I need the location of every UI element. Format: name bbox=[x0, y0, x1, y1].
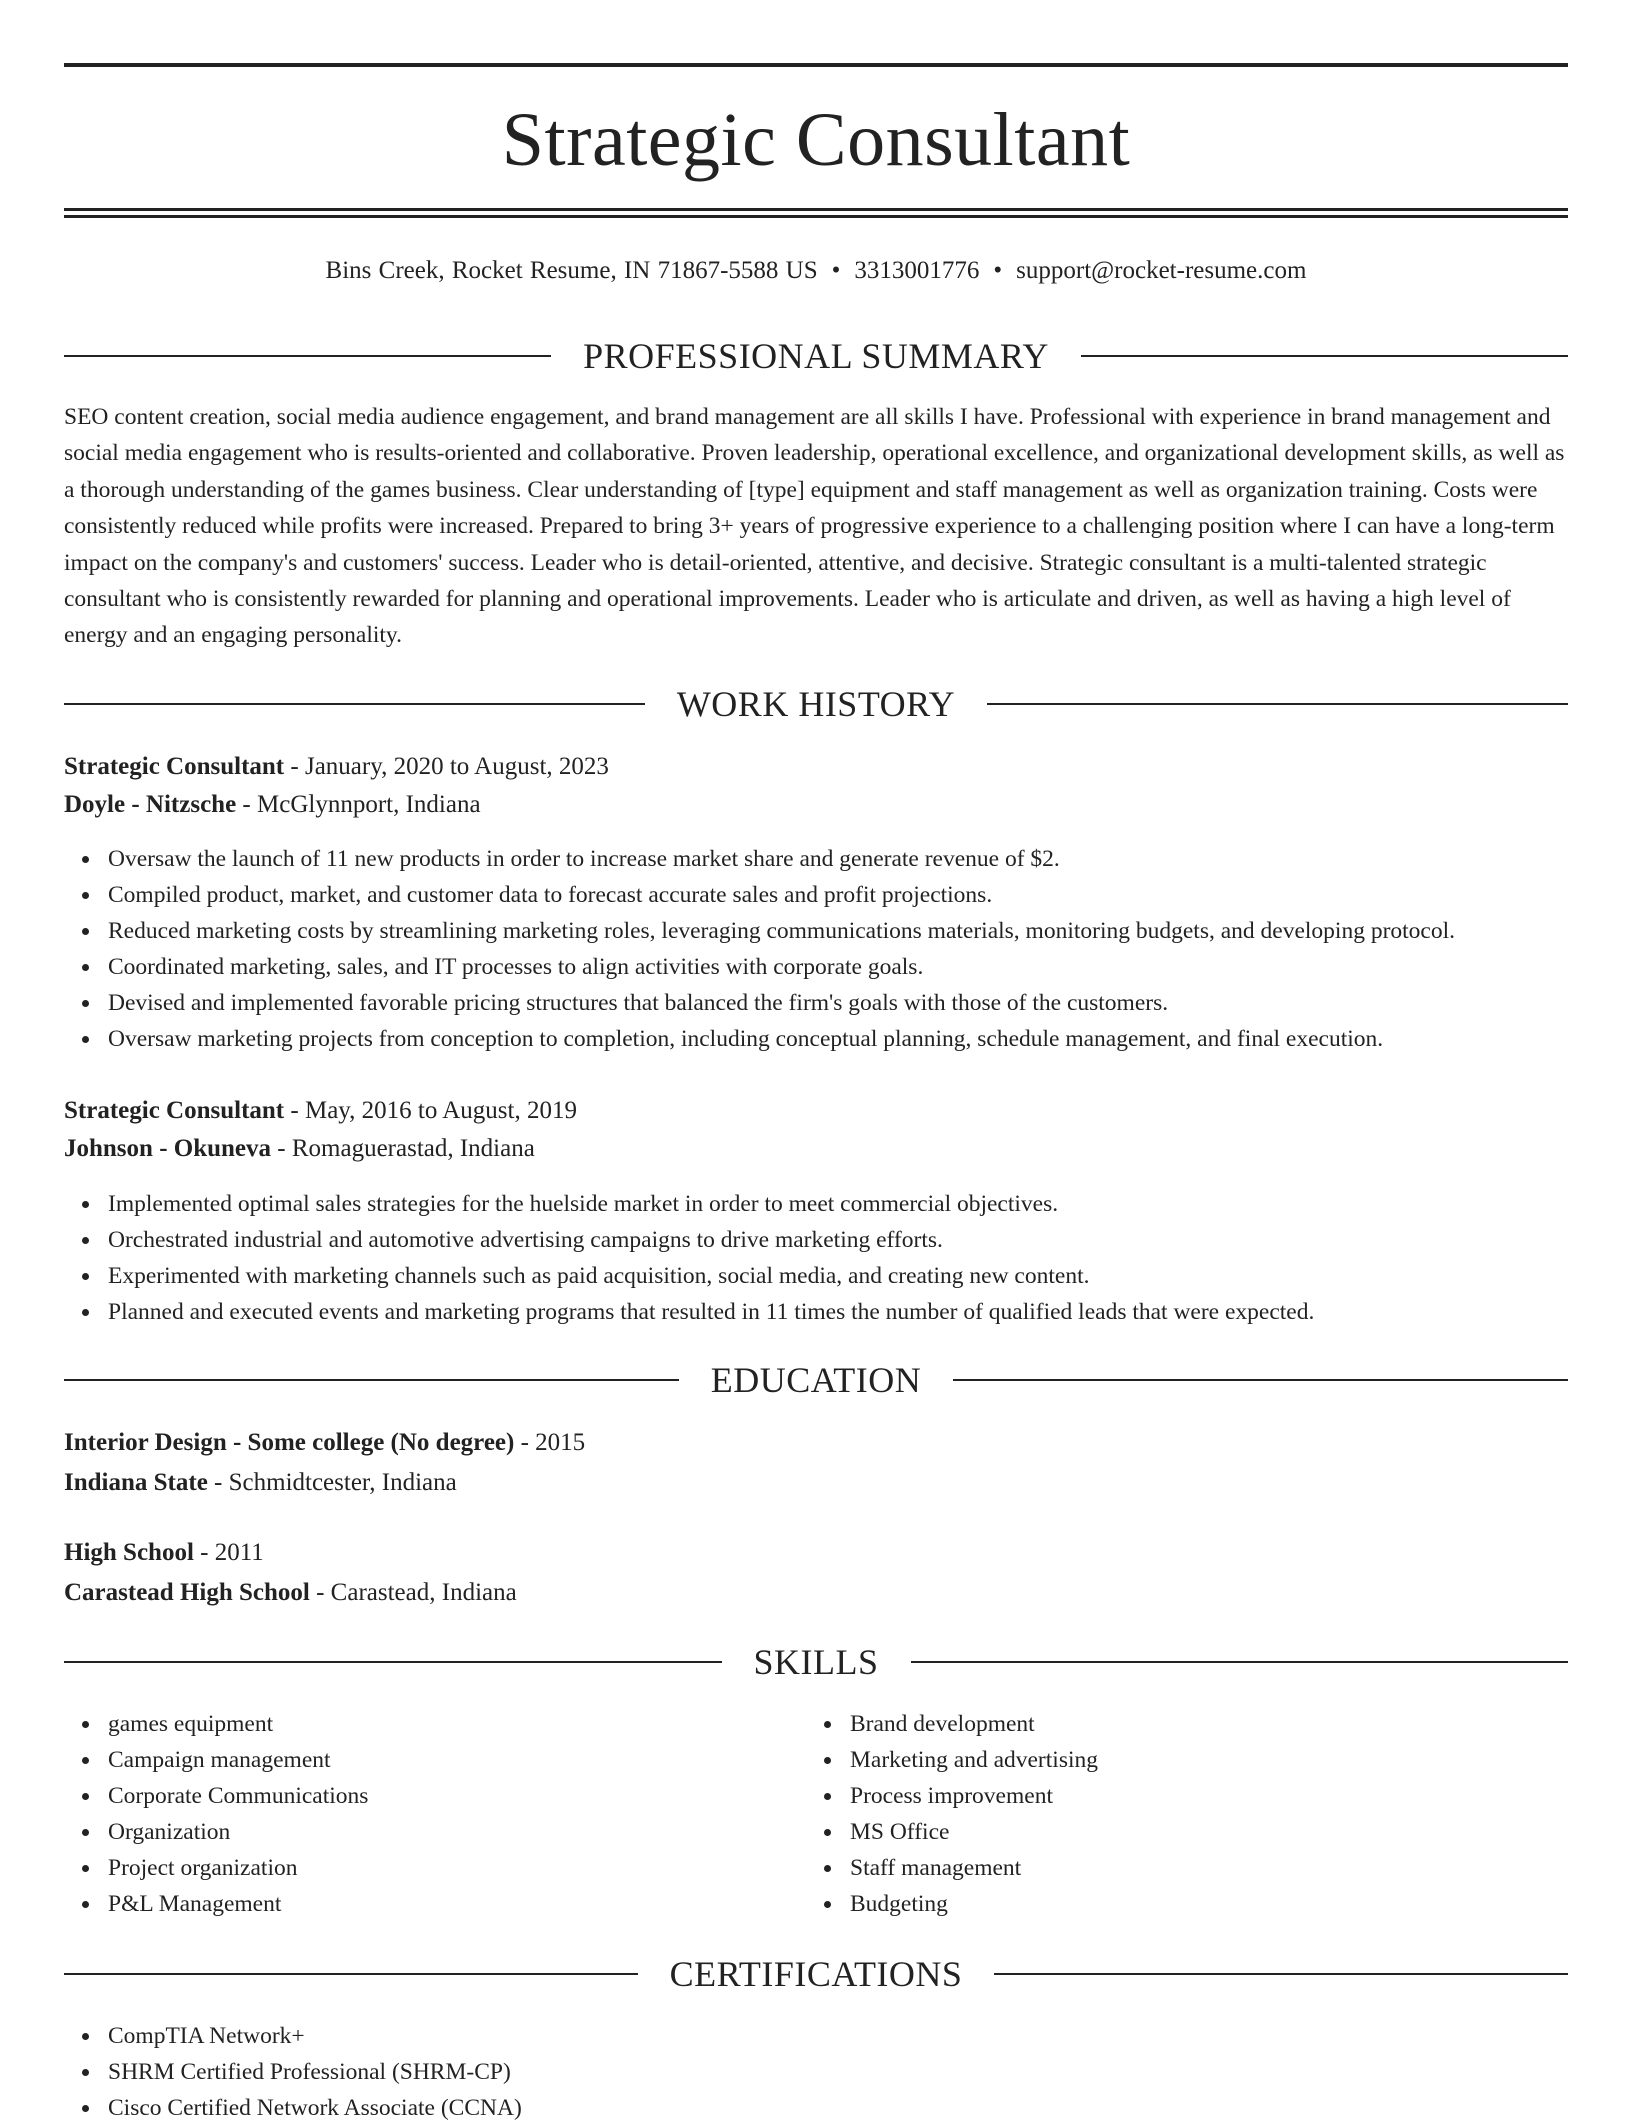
education-degree-line bbox=[64, 1536, 264, 1570]
divider-line bbox=[987, 703, 1568, 705]
contact-separator: • bbox=[993, 257, 1003, 284]
contact-line bbox=[64, 254, 1568, 288]
divider-line bbox=[64, 1973, 638, 1975]
job-bullet: Oversaw the launch of 11 new products in order to increase market share and generate revenue of $2. bbox=[108, 841, 1455, 877]
divider-line bbox=[953, 1379, 1568, 1381]
job-location: - McGlynnport, Indiana bbox=[236, 791, 481, 818]
divider-line bbox=[64, 1379, 679, 1381]
section-title: EDUCATION bbox=[710, 1360, 922, 1400]
education-school: Carastead High School bbox=[64, 1579, 310, 1606]
education-heading bbox=[64, 1360, 1568, 1400]
education-location: - Schmidtcester, Indiana bbox=[207, 1469, 457, 1496]
job-dates: - January, 2020 to August, 2023 bbox=[284, 753, 609, 780]
education-year: - 2011 bbox=[193, 1539, 264, 1566]
job-title-line bbox=[64, 1094, 577, 1128]
divider-line bbox=[911, 1661, 1569, 1663]
certifications-list bbox=[64, 2018, 522, 2126]
skill-item: Corporate Communications bbox=[108, 1778, 368, 1814]
header-double-rule bbox=[64, 208, 1568, 218]
summary-heading bbox=[64, 336, 1568, 376]
job-company: Johnson - Okuneva bbox=[64, 1135, 272, 1162]
education-degree: High School bbox=[64, 1539, 194, 1566]
job-company-line bbox=[64, 788, 481, 822]
certifications-heading bbox=[64, 1954, 1568, 1994]
work-history-heading bbox=[64, 684, 1568, 724]
section-title: WORK HISTORY bbox=[676, 684, 956, 724]
contact-email: support@rocket-resume.com bbox=[1016, 257, 1307, 284]
job-bullet: Implemented optimal sales strategies for the huelside market in order to meet commercial objectives. bbox=[108, 1186, 1314, 1222]
section-title: SKILLS bbox=[753, 1642, 879, 1682]
contact-separator: • bbox=[831, 257, 841, 284]
section-title: PROFESSIONAL SUMMARY bbox=[583, 336, 1049, 376]
skill-item: MS Office bbox=[850, 1814, 1098, 1850]
education-school-line bbox=[64, 1576, 517, 1610]
certification-item: CompTIA Network+ bbox=[108, 2018, 522, 2054]
skills-list-left bbox=[64, 1706, 368, 1922]
divider-line bbox=[1081, 355, 1568, 357]
skill-item: Campaign management bbox=[108, 1742, 368, 1778]
job-bullet: Experimented with marketing channels such as paid acquisition, social media, and creating new content. bbox=[108, 1258, 1314, 1294]
job-bullet: Compiled product, market, and customer data to forecast accurate sales and profit projections. bbox=[108, 877, 1455, 913]
contact-address: Bins Creek, Rocket Resume, IN 71867-5588 US bbox=[325, 257, 818, 284]
job-bullet: Orchestrated industrial and automotive advertising campaigns to drive marketing efforts. bbox=[108, 1222, 1314, 1258]
skills-list-right bbox=[806, 1706, 1098, 1922]
education-year: - 2015 bbox=[514, 1429, 586, 1456]
skills-heading bbox=[64, 1642, 1568, 1682]
candidate-name: Strategic Consultant bbox=[501, 98, 1131, 182]
skill-item: Staff management bbox=[850, 1850, 1098, 1886]
skill-item: Project organization bbox=[108, 1850, 368, 1886]
job-role: Strategic Consultant bbox=[64, 753, 285, 780]
section-title: CERTIFICATIONS bbox=[669, 1954, 963, 1994]
divider-line bbox=[994, 1973, 1568, 1975]
job-bullet: Coordinated marketing, sales, and IT processes to align activities with corporate goals. bbox=[108, 949, 1455, 985]
job-bullets bbox=[64, 841, 1455, 1057]
job-company: Doyle - Nitzsche bbox=[64, 791, 237, 818]
header-top-rule bbox=[64, 63, 1568, 67]
skill-item: Brand development bbox=[850, 1706, 1098, 1742]
skill-item: games equipment bbox=[108, 1706, 368, 1742]
education-school: Indiana State bbox=[64, 1469, 208, 1496]
skill-item: P&L Management bbox=[108, 1886, 368, 1922]
job-title-line bbox=[64, 750, 609, 784]
job-bullet: Devised and implemented favorable pricing structures that balanced the firm's goals with those of the customers. bbox=[108, 985, 1455, 1021]
job-bullets bbox=[64, 1186, 1314, 1330]
education-degree-line bbox=[64, 1426, 585, 1460]
education-location: - Carastead, Indiana bbox=[309, 1579, 517, 1606]
job-bullet: Planned and executed events and marketing programs that resulted in 11 times the number of qualified leads that were expected. bbox=[108, 1294, 1314, 1330]
job-bullet: Oversaw marketing projects from conception to completion, including conceptual planning, schedule management, and final execution. bbox=[108, 1021, 1455, 1057]
job-bullet: Reduced marketing costs by streamlining marketing roles, leveraging communications materials, monitoring budgets, and developing protocol. bbox=[108, 913, 1455, 949]
contact-phone: 3313001776 bbox=[854, 257, 980, 284]
summary-text: SEO content creation, social media audience engagement, and brand management are all skills I have. Professional with experience in brand management and social media engagement who is results-oriented and collaborative. Proven leadership, operational excellence, and organizational development skills, as well as a thorough understanding of the games business. Clear understanding of [type] equipment and staff management as well as organization training. Costs were consistently reduced while profits were increased. Prepared to bring 3+ years of progressive experience to a challenging position where I can have a long-term impact on the company's and customers' success. Leader who is detail-oriented, attentive, and decisive. Strategic consultant is a multi-talented strategic consultant who is consistently rewarded for planning and operational improvements. Leader who is articulate and driven, as well as having a high level of energy and an engaging personality. bbox=[64, 404, 1565, 649]
certification-item: Cisco Certified Network Associate (CCNA) bbox=[108, 2090, 522, 2126]
divider-line bbox=[64, 1661, 722, 1663]
job-dates: - May, 2016 to August, 2019 bbox=[284, 1097, 577, 1124]
skill-item: Organization bbox=[108, 1814, 368, 1850]
education-degree: Interior Design - Some college (No degree) bbox=[64, 1429, 515, 1456]
skill-item: Marketing and advertising bbox=[850, 1742, 1098, 1778]
divider-line bbox=[64, 703, 645, 705]
job-role: Strategic Consultant bbox=[64, 1097, 285, 1124]
job-company-line bbox=[64, 1132, 535, 1166]
education-school-line bbox=[64, 1466, 457, 1500]
certification-item: SHRM Certified Professional (SHRM-CP) bbox=[108, 2054, 522, 2090]
divider-line bbox=[64, 355, 551, 357]
job-location: - Romaguerastad, Indiana bbox=[271, 1135, 535, 1162]
skill-item: Process improvement bbox=[850, 1778, 1098, 1814]
skill-item: Budgeting bbox=[850, 1886, 1098, 1922]
